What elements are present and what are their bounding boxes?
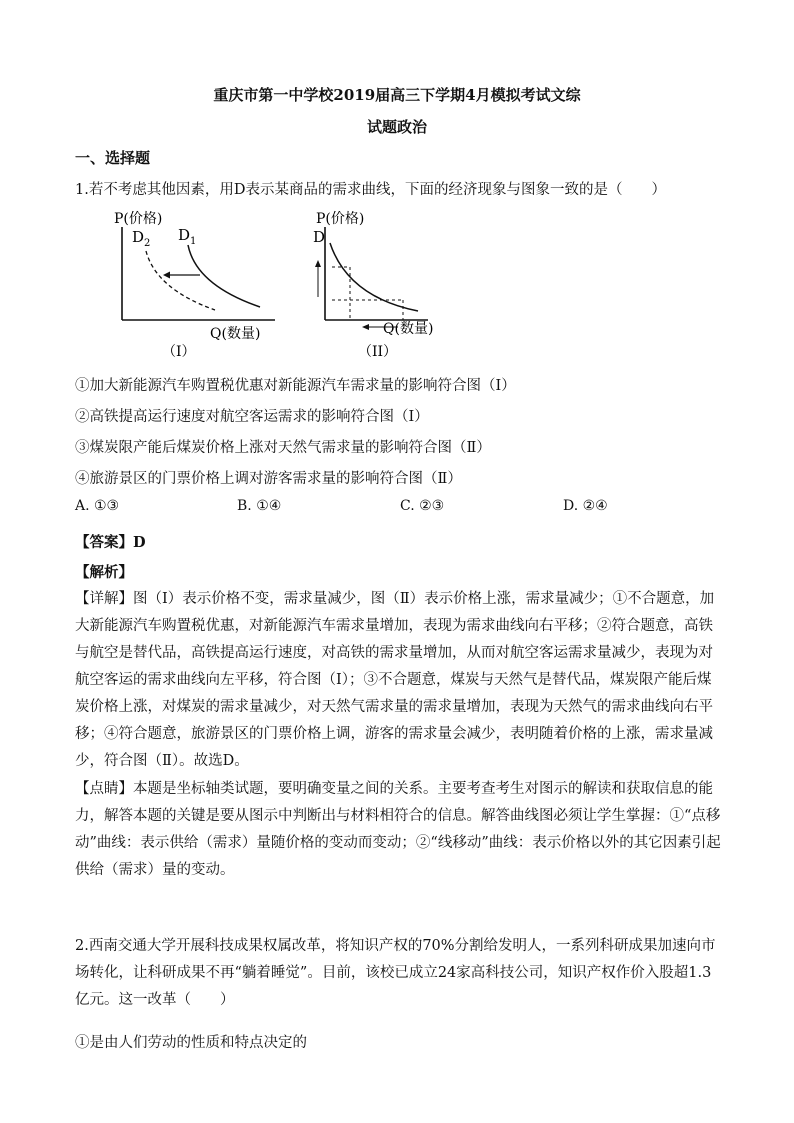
- arrow-up-icon: [315, 260, 321, 267]
- y-axis-label: P(价格): [316, 211, 365, 227]
- curve-label-d2: $D_2$: [132, 228, 151, 249]
- graph-caption-2: （II）: [358, 344, 398, 360]
- answer-line: 【答案】D: [75, 534, 146, 551]
- page-title: 重庆市第一中学校2019届高三下学期4月模拟考试文综: [213, 86, 581, 104]
- x-axis-label: Q(数量): [210, 326, 261, 342]
- demand-graph-1: [110, 205, 290, 365]
- demand-curve-d: [330, 243, 418, 311]
- detail-explanation: 【详解】图（I）表示价格不变，需求量减少，图（Ⅱ）表示价格上涨，需求量减少；①不合题意，加大新能源汽车购置税优惠，对新能源汽车需求量增加，表现为需求曲线向右平移；②符合题意，高铁与航空是替代品，高铁提高运行速度，对高铁的需求量增加，从而对航空客运需求量减少，表现为对航空客运的需求曲线向左平移，符合图（I）；③不合题意，煤炭与天然气是替代品，煤炭限产能后煤炭价格上涨，对煤炭的需求量减少，对天然气需求量的需求量增加，表现为天然气的需求曲线向右平移；④符合题意，旅游景区的门票价格上调，游客的需求量会减少，表明随着价格的上涨，需求量减少，符合图（Ⅱ）。故选D。: [75, 591, 715, 769]
- question-2-statement-1: ①是由人们劳动的性质和特点决定的: [75, 1035, 307, 1051]
- statement-1: ①加大新能源汽车购置税优惠对新能源汽车需求量的影响符合图（I）: [75, 378, 516, 394]
- question-2-stem: 2.西南交通大学开展科技成果权属改革，将知识产权的70%分割给发明人，一系列科研成果加速向市场转化，让科研成果不再“躺着睡觉”。目前，该校已成立24家高科技公司，知识产权作价入股超1.3亿元。这一改革（ ）: [75, 938, 716, 1008]
- demand-curve-d1: [188, 245, 260, 307]
- graph-caption-1: （I）: [162, 344, 196, 360]
- demand-curve-d2: [146, 251, 215, 310]
- arrow-head-icon: [163, 272, 170, 279]
- curve-label-d: D: [313, 228, 326, 246]
- curve-label-d1: $D_1$: [178, 226, 197, 247]
- option-a: A. ①③: [75, 498, 120, 514]
- analysis-label: 【解析】: [75, 564, 133, 581]
- statement-4: ④旅游景区的门票价格上调对游客需求量的影响符合图（Ⅱ）: [75, 471, 462, 487]
- option-b: B. ①④: [237, 498, 282, 514]
- page-subtitle: 试题政治: [366, 118, 427, 136]
- section-heading: 一、选择题: [75, 149, 151, 167]
- option-c: C. ②③: [400, 498, 445, 514]
- comment-note: 【点睛】本题是坐标轴类试题，要明确变量之间的关系。主要考查考生对图示的解读和获取信息的能力，解答本题的关键是要从图示中判断出与材料相符合的信息。解答曲线图必须让学生掌握：①“点移动”曲线：表示供给（需求）量随价格的变动而变动；②“线移动”曲线：表示价格以外的其它因素引起供给（需求）量的变动。: [75, 781, 721, 878]
- y-axis-label: P(价格): [114, 211, 163, 227]
- statement-2: ②高铁提高运行速度对航空客运需求的影响符合图（I）: [75, 409, 429, 425]
- question-1-stem: 1.若不考虑其他因素，用D表示某商品的需求曲线，下面的经济现象与图象一致的是（ ）: [75, 182, 666, 198]
- demand-graph-2: [308, 205, 438, 365]
- x-axis-label: Q(数量): [383, 321, 434, 337]
- option-d: D. ②④: [563, 498, 608, 514]
- arrow-left-icon: [362, 324, 369, 330]
- statement-3: ③煤炭限产能后煤炭价格上涨对天然气需求量的影响符合图（Ⅱ）: [75, 440, 491, 456]
